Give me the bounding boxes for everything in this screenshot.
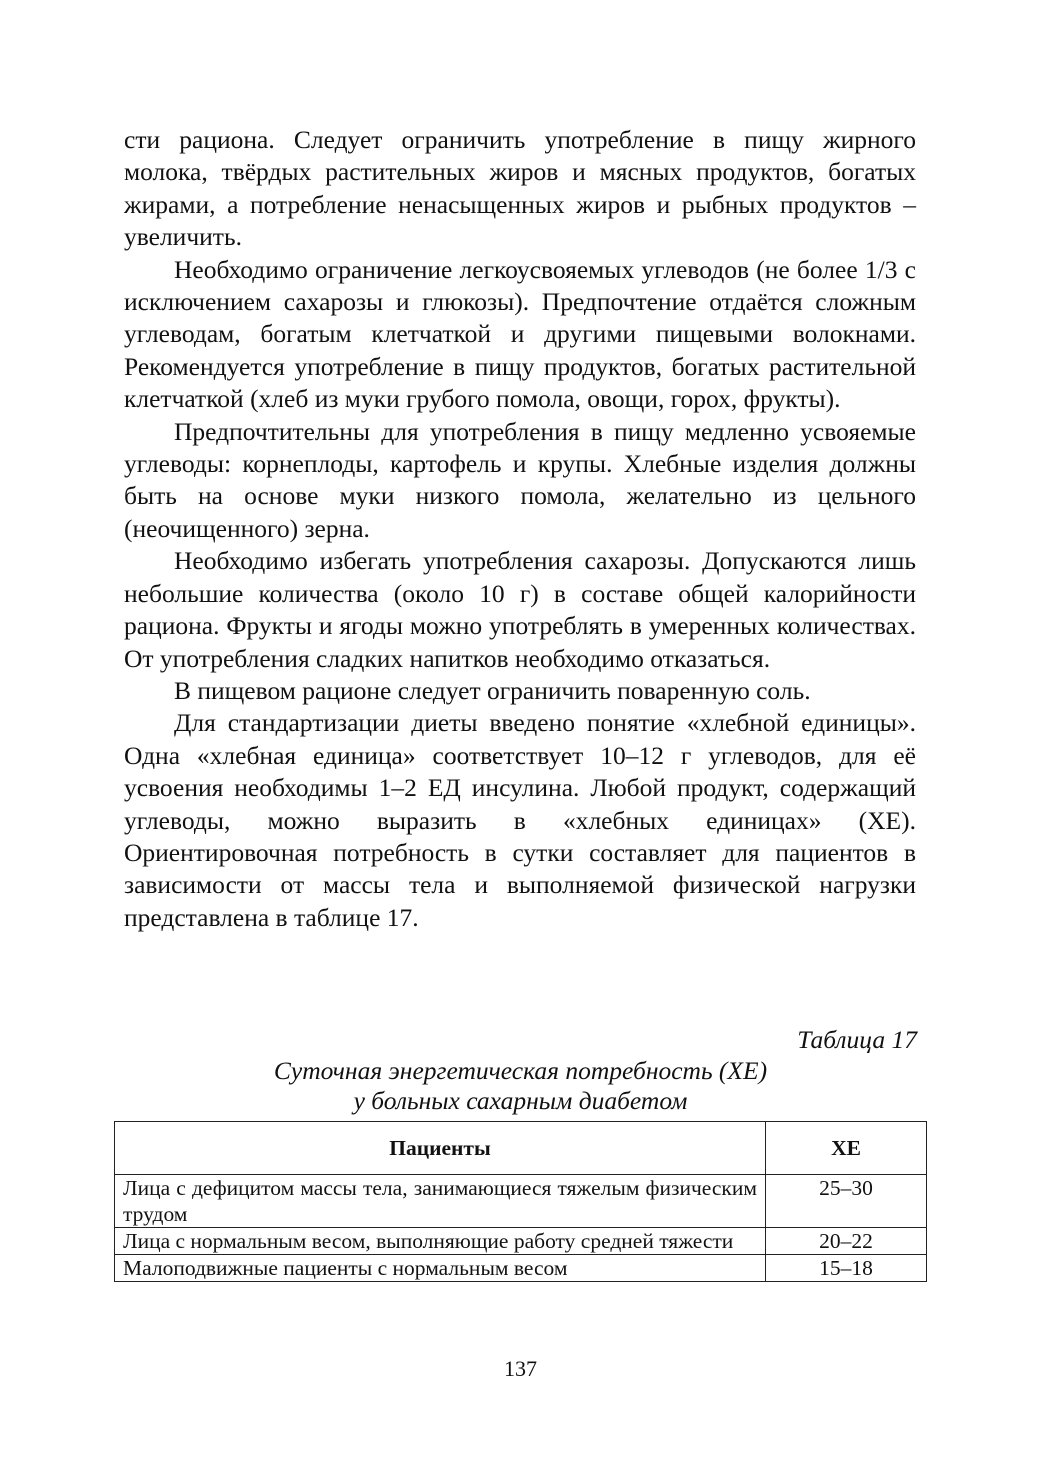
header-patients: Пациенты [115,1122,766,1175]
table-row [115,1255,927,1282]
table-row [115,1175,927,1228]
cell-patients: Малоподвижные пациенты с нормальным весом [115,1255,766,1282]
page-number: 137 [504,1356,537,1381]
cell-xe: 15–18 [766,1255,927,1282]
body-text [124,124,916,934]
header-xe: ХЕ [766,1122,927,1175]
table-row [115,1228,927,1255]
paragraph-3: Предпочтительны для употребления в пищу медленно усвояемые углеводы: корнеплоды, картофель и крупы. Хлебные изделия должны быть на основе муки низкого помола, желательно из цельного (неочищенного) зерна. [124,416,916,543]
paragraph-1: сти рациона. Следует ограничить употребление в пищу жирного молока, твёрдых растительных жиров и мясных продуктов, богатых жирами, а потребление ненасыщенных жиров и рыбных продуктов – увеличить. [124,125,916,252]
table-title-line-2: у больных сахарным диабетом [353,1086,688,1115]
table-header-row [115,1122,927,1175]
table-number: Таблица 17 [797,1025,917,1054]
table-caption [114,1024,927,1116]
paragraph-6: Для стандартизации диеты введено понятие «хлебной единицы». Одна «хлебная единица» соответствует 10–12 г углеводов, для её усвоения необходимы 1–2 ЕД инсулина. Любой продукт, содержащий углеводы, можно выразить в «хлебных единицах» (ХЕ). Ориентировочная потребность в сутки составляет для пациентов в зависимости от массы тела и выполняемой физической нагрузки представлена в таблице 17. [124,708,916,932]
paragraph-5: В пищевом рационе следует ограничить поваренную соль. [174,675,811,705]
paragraph-2: Необходимо ограничение легкоусвояемых углеводов (не более 1/3 с исключением сахарозы и глюкозы). Предпочтение отдаётся сложным углеводам, богатым клетчаткой и другими пищевыми волокнами. Рекомендуется употребление в пищу продуктов, богатых растительной клетчаткой (хлеб из муки грубого помола, овощи, горох, фрукты). [124,254,916,414]
paragraph-4: Необходимо избегать употребления сахарозы. Допускаются лишь небольшие количества (около 10 г) в составе общей калорийности рациона. Фрукты и ягоды можно употреблять в умеренных количествах. От употребления сладких напитков необходимо отказаться. [124,546,916,673]
cell-patients: Лица с дефицитом массы тела, занимающиеся тяжелым физическим трудом [115,1175,766,1228]
cell-xe: 25–30 [766,1175,927,1228]
cell-xe: 20–22 [766,1228,927,1255]
table-title-line-1: Суточная энергетическая потребность (ХЕ) [273,1056,768,1085]
xe-table [114,1121,927,1282]
cell-patients: Лица с нормальным весом, выполняющие работу средней тяжести [115,1228,766,1255]
